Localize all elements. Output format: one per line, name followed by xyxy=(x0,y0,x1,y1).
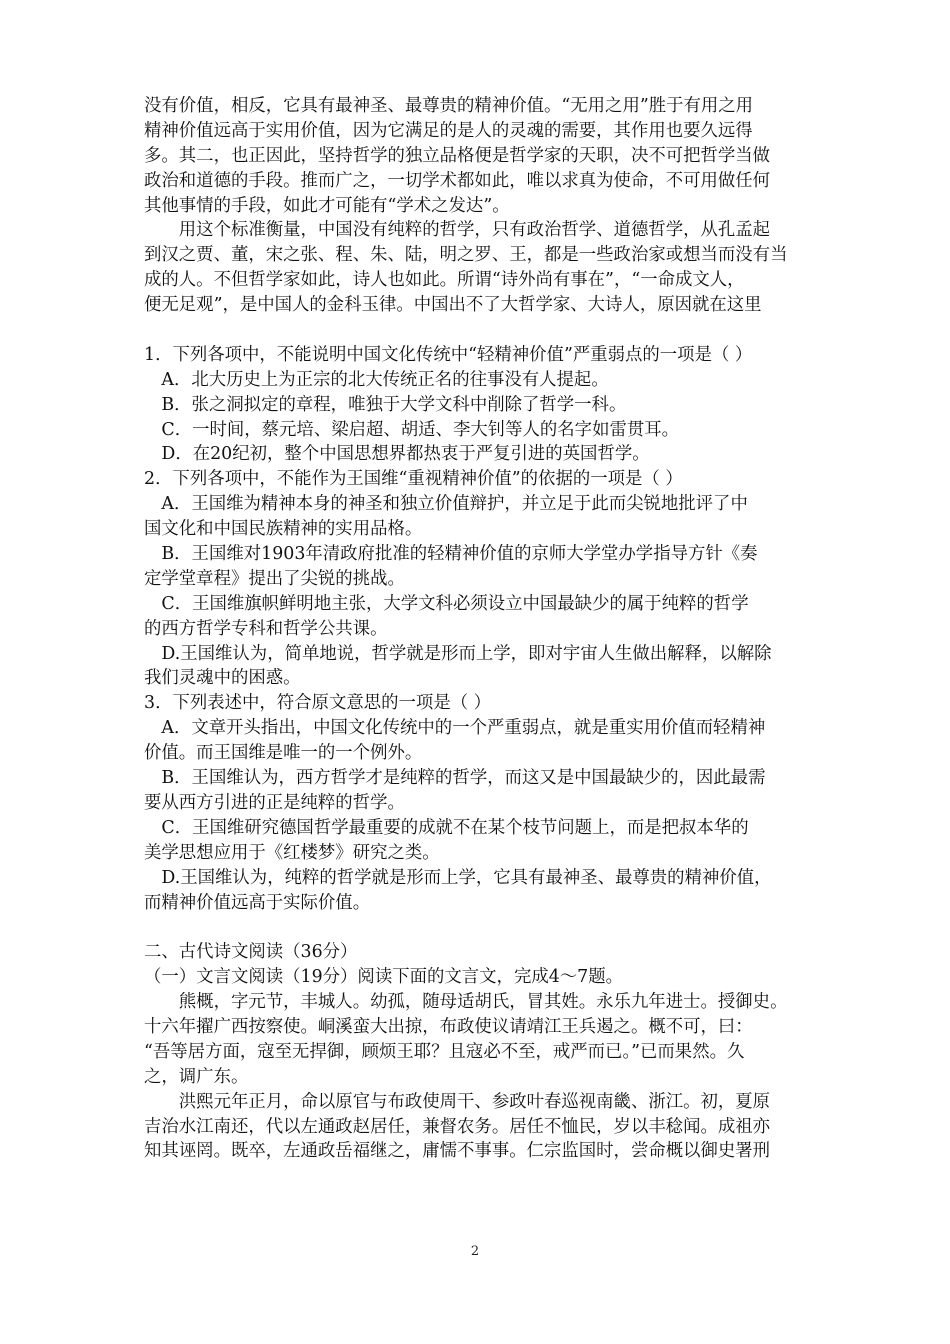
option-3b-cont: 要从西方引进的正是纯粹的哲学。 xyxy=(144,792,405,813)
option-3c-cont: 美学思想应用于《红楼梦》研究之类。 xyxy=(144,842,440,863)
option-3d: D.王国维认为，纯粹的哲学就是形而上学，它具有最神圣、最尊贵的精神价值， xyxy=(144,867,772,888)
section-heading: 二、古代诗文阅读（36分） xyxy=(144,942,358,963)
subsection-heading: （一）文言文阅读（19分）阅读下面的文言文，完成4～7题。 xyxy=(144,967,624,988)
option-2c: C．王国维旗帜鲜明地主张，大学文科必须设立中国最缺少的属于纯粹的哲学 xyxy=(144,593,749,614)
option-3d-cont: 而精神价值远高于实际价值。 xyxy=(144,892,371,913)
option-1d: D．在20纪初，整个中国思想界都热衷于严复引进的英国哲学。 xyxy=(144,444,650,465)
text-line: 到汉之贾、董，宋之张、程、朱、陆，明之罗、王，都是一些政治家或想当而没有当 xyxy=(144,245,788,266)
classical-text-line: 吉治水江南还，代以左通政赵居任，兼督农务。居任不恤民，岁以丰稔闻。成祖亦 xyxy=(144,1116,771,1137)
classical-text-line: 知其诬罔。既卒，左通政岳福继之，庸懦不事事。仁宗监国时，尝命概以御史署刑 xyxy=(144,1141,771,1162)
document-page xyxy=(144,94,812,1164)
text-line: 没有价值，相反，它具有最神圣、最尊贵的精神价值。“无用之用”胜于有用之用 xyxy=(144,96,754,116)
option-2a-cont: 国文化和中国民族精神的实用品格。 xyxy=(144,519,423,540)
section-two xyxy=(144,940,812,1164)
option-3a-cont: 价值。而王国维是唯一的一个例外。 xyxy=(144,743,423,764)
option-3a: A．文章开头指出，中国文化传统中的一个严重弱点，就是重实用价值而轻精神 xyxy=(144,718,766,739)
classical-text-line: 熊概，字元节，丰城人。幼孤，随母适胡氏，冒其姓。永乐九年进士。授御史。 xyxy=(144,992,788,1013)
blank-line xyxy=(144,318,812,343)
option-2d-cont: 我们灵魂中的困惑。 xyxy=(144,668,301,689)
option-1a: A．北大历史上为正宗的北大传统正名的往事没有人提起。 xyxy=(144,369,609,390)
text-line: 其他事情的手段，如此才可能有“学术之发达”。 xyxy=(144,195,510,216)
option-2a: A．王国维为精神本身的神圣和独立价值辩护，并立足于此而尖锐地批评了中 xyxy=(144,494,748,515)
text-line: 多。其二，也正因此，坚持哲学的独立品格便是哲学家的天职，决不可把哲学当做 xyxy=(144,145,771,166)
option-3b: B．王国维认为，西方哲学才是纯粹的哲学，而这又是中国最缺少的，因此最需 xyxy=(144,768,766,789)
text-line: 政治和道德的手段。推而广之，一切学术都如此，唯以求真为使命，不可用做任何 xyxy=(144,170,771,191)
questions-block xyxy=(144,343,812,915)
text-line: 用这个标准衡量，中国没有纯粹的哲学，只有政治哲学、道德哲学，从孔孟起 xyxy=(144,220,771,241)
option-1b: B．张之洞拟定的章程，唯独于大学文科中削除了哲学一科。 xyxy=(144,394,627,415)
page-number: 2 xyxy=(470,1244,480,1259)
question-3: 3．下列表述中，符合原文意思的一项是（ ） xyxy=(144,693,492,714)
text-line: 精神价值远高于实用价值，因为它满足的是人的灵魂的需要，其作用也要久远得 xyxy=(144,120,753,141)
text-line: 便无足观”，是中国人的金科玉律。中国出不了大哲学家、大诗人，原因就在这里 xyxy=(144,295,762,316)
option-2d: D.王国维认为，简单地说，哲学就是形而上学，即对宇宙人生做出解释，以解除 xyxy=(144,643,772,664)
classical-text-line: “吾等居方面，寇至无捍御，顾烦王耶？且寇必不至，戒严而已。”已而果然。久 xyxy=(144,1041,745,1062)
blank-line xyxy=(144,915,812,940)
option-2c-cont: 的西方哲学专科和哲学公共课。 xyxy=(144,618,388,639)
option-2b: B．王国维对1903年清政府批准的轻精神价值的京师大学堂办学指导方针《奏 xyxy=(144,544,758,565)
option-3c: C．王国维研究德国哲学最重要的成就不在某个枝节问题上，而是把叔本华的 xyxy=(144,817,749,838)
text-line: 成的人。不但哲学家如此，诗人也如此。所谓“诗外尚有事在”，“一命成文人， xyxy=(144,270,745,291)
classical-text-line: 十六年擢广西按察使。峒溪蛮大出掠，布政使议请靖江王兵遏之。概不可，曰： xyxy=(144,1016,753,1037)
question-1: 1．下列各项中，不能说明中国文化传统中“轻精神价值”严重弱点的一项是（ ） xyxy=(144,344,753,365)
option-1c: C．一时间，蔡元培、梁启超、胡适、李大钊等人的名字如雷贯耳。 xyxy=(144,419,680,440)
option-2b-cont: 定学堂章程》提出了尖锐的挑战。 xyxy=(144,568,405,589)
classical-text-line: 之，调广东。 xyxy=(144,1066,249,1087)
question-2: 2．下列各项中，不能作为王国维“重视精神价值”的依据的一项是（ ） xyxy=(144,469,683,490)
passage-continuation xyxy=(144,94,812,318)
classical-text-line: 洪熙元年正月，命以原官与布政使周干、参政叶春巡视南畿、浙江。初，夏原 xyxy=(144,1091,771,1112)
